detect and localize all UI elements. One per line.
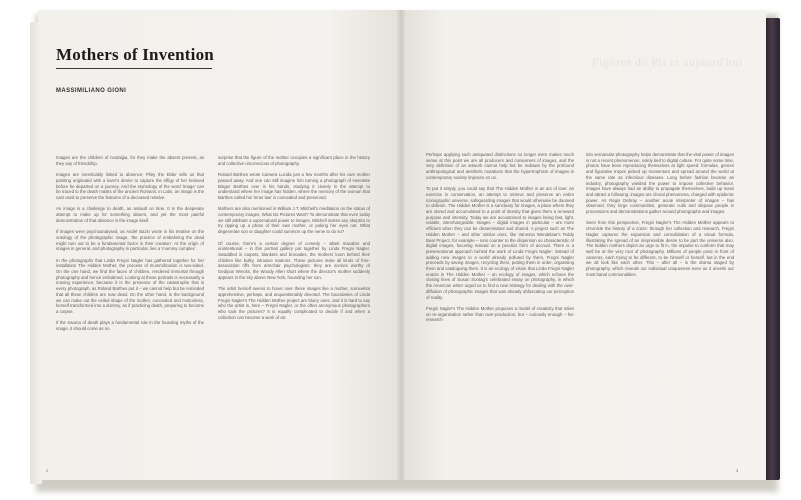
author-name: MASSIMILIANO GIONI — [56, 88, 127, 94]
paragraph: surprise that the figure of the mother occupies a significant place in the history and collective unconscious of photography. — [218, 155, 370, 166]
faded-running-title: Figures du Pli et aujourd'hui — [592, 55, 743, 69]
paragraph: Seen from this perspective, Fregni Nagler's The Hidden Mother appears to chronicle the history of a craze: through her collection and research, Fregni Nagler captures the expansion and consolidation of a visual formula, illustrating the spread of an irrepressible desire to be part the universe also. The hidden mothers depict an urge to fit in, the impulse to conform that may well be at the very root of photography. Millions of people pose in front of cameras, each trying to be different, to be himself or herself, but in the end we all look like each other. This – after all – is the drama staged by photography, which reveals our individual uniqueness even as it unveils our most banal commonalities. — [586, 220, 734, 277]
paragraph: If the trauma of death plays a fundamental role in the founding myths of the image, it should come as no — [56, 320, 204, 332]
page-number-right: 3 — [736, 468, 739, 473]
article-title: Mothers of Invention — [56, 45, 214, 64]
paragraph: An image is a challenge to death, an assault on time. It is the desperate attempt to make up for something absent, and yet the most painful demonstration of that absence is the image itself. — [56, 206, 204, 223]
paragraph: If images were psychoanalysed, as André Bazin wrote in his treatise on the ontology of the photographic image, 'the practice of embalming the dead might turn out to be a fundamental factor in their creation'. At the origin of images in general, and photography in particular, lies a 'mummy complex'. — [56, 229, 204, 252]
page-number-left: 2 — [46, 468, 49, 473]
paragraph: To put it simply, you could say that The Hidden Mother is an act of love: an exercise in conservation, an attempt to retrieve and preserve an entire iconographic universe, safeguarding images that would otherwise be doomed to oblivion. The Hidden Mother is a sanctuary for images, a place where they are stored and accumulated to a point of density that gives them a renewed purpose and intensity. Today we are accustomed to images being fast, light, volatile, interchangeable. Images – digital images in particular – are more efficient when they can be disseminated and shared. A project such as The Hidden Mother – and other similar ones, like Vanessa Wendelaar's Teddy Bear Project, for example – runs counter to the dispersion so characteristic of digital images, focusing instead on a peculiar form of accrual. There is a preservational approach behind the work of Linda Fregni Nagler: instead of adding new images to a world already polluted by them, Fregni Nagler proceeds by saving images, recycling them, putting them in order, organising them and cataloguing them. It is an ecology of vision that Linda Fregni Nagler enacts in The Hidden Mother – an ecology of images, which echoes the closing lines of Susan Sontag's celebrated essay on photography, in which the American writer urged us to find a new strategy for dealing with the over-diffusion of photographic images that was already obfuscating our perception of reality. — [426, 186, 574, 300]
book-gutter — [396, 10, 406, 480]
paragraph: Perhaps applying such antiquated distinctions no longer even makes much sense at this point we are all producers and consumers of images, and the very definition of an artwork cannot help but be redrawn by the profound anthropological and aesthetic mutations that the hypertrophism of images in contemporary society imposes on us. — [426, 152, 574, 180]
text-column-1 — [56, 155, 204, 337]
book-cover-edge — [766, 18, 780, 480]
paragraph: Fregni Nagler's The Hidden Mother proposes a model of creativity that relies on re-organisation rather than over-production, but – curiously enough – her research — [426, 305, 574, 323]
paragraph: Of course, there's a certain degree of comedy – albeit macabre and unintentional – in this portrait gallery put together by Linda Fregni Nagler. Swaddled in carpets, blankets and brocades, the mothers loom behind their children like bulky, intrusive matrons. These pictures invite all kinds of free-association riffs from armchair psychologists: they are scenes worthy of Oedipus Wrecks, the Woody Allen short where the director's mother suddenly appears in the sky above New York, hounding her son. — [218, 240, 370, 280]
paragraph: Images are inextricably linked to absence; Pliny the Elder tells us that painting originated with a lover's desire to capture the effigy of her beloved before he departed on a journey. And the etymology of the word 'image' can be traced to the death masks of the ancient Romans: in Latin, an imago is the cast used to preserve the features of a deceased relative. — [56, 172, 204, 200]
paragraph: Mothers are also mentioned in William J.T. Mitchell's meditation on the status of contemporary images, What Do Pictures Want? To demonstrate that even today we still attribute a supernatural power to images, Mitchell invites any skeptics to try ripping up a photo of their own mother, or poking her eyes out. What degenerate son or daughter could summon up the nerve to do so? — [218, 206, 370, 235]
paragraph: In the photographs that Linda Fregni Nagler has gathered together for her installation The Hidden Mother, the process of mummification is two-sided. On the one hand, we find the faces of children, rendered immortal through photography and hence embalmed. Looking at these portraits is necessarily a moving experience, because it is the presence of the catastrophe that is every photograph, as Roland Barthes put it – we cannot help but be reminded that all these children are now dead. On the other hand, in the background we can make out the veiled shape of the mother, concealed and motionless, herself transformed into a dummy, as if practicing death, preparing to become a corpse. — [56, 257, 204, 314]
text-column-3 — [426, 152, 574, 329]
paragraph: Images are the children of nostalgia, for they make the absent present, as they say of friendship. — [56, 155, 204, 166]
paragraph: into vernacular photography helps demonstrate that the vital power of images is not a recent phenomenon, solely tied to digital culture. For quite some time, photos have been reproducing themselves at light speed: formulae, genres and figurative tropes picked up momentum and spread around the world at the same rate as infectious diseases. Long before fashion became an industry, photography wielded the power to impose collective behavior. Images have always had an ability to propagate themselves, build up mass and attract a following: images are choral phenomena, charged with epidemic power. As Régis Debray – another acute interpreter of images – has observed, they forge communities, generate cults and dispose people in processions and demonstrations gather around photographs and images. — [586, 152, 734, 215]
title-underline — [56, 68, 212, 69]
paragraph: Roland Barthes wrote Camera Lucida just a few months after his own mother passed away. And one can still imagine him turning a photograph of Henriette Binger Barthes over in his hands, studying it closely in the attempt to understand where her image has hidden, where the memory of the woman that Barthes called his 'inner law' is concealed and preserved. — [218, 172, 370, 200]
paragraph: The artist herself seems to hover over these images like a mother, somewhat apprehensive, perhaps, and unquestionably devoted. The boundaries of Linda Fregni Nagler's The Hidden Mother project are blurry ones, and it is hard to say who the artist is, here – Fregni Nagler, or the often anonymous photographers who took the pictures? It is equally complicated to decide if and when a collection can become a work of art. — [218, 286, 370, 320]
text-column-4 — [586, 152, 734, 283]
text-column-2 — [218, 155, 370, 326]
